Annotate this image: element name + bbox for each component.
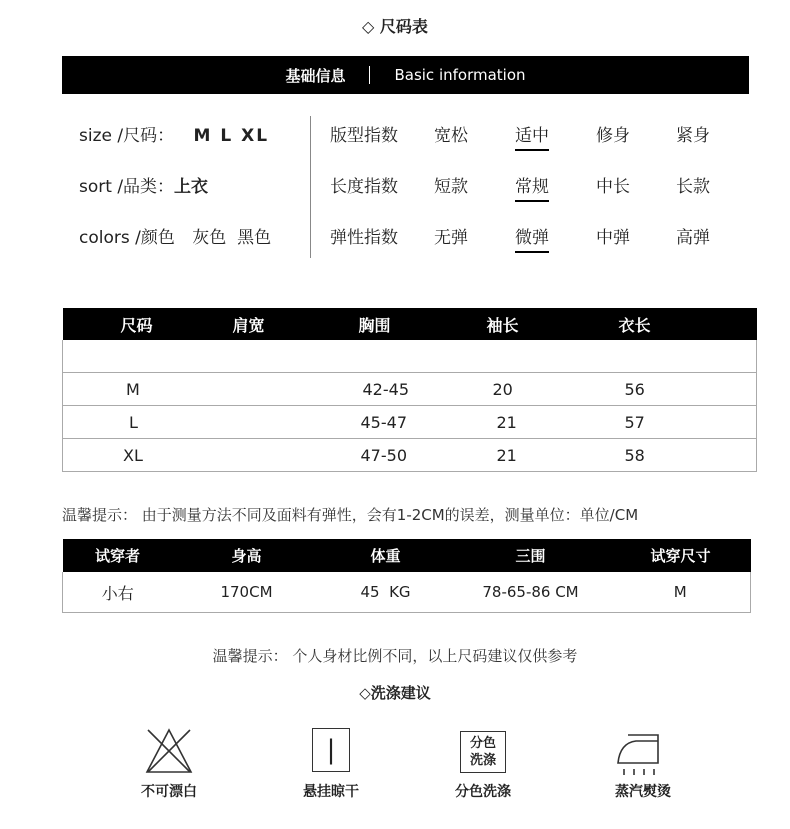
header-size: 尺码 bbox=[63, 308, 233, 340]
size-chart-title: ◇ 尺码表 bbox=[362, 17, 428, 36]
length-option-selected: 常规 bbox=[515, 172, 549, 202]
steam-iron-label: 蒸汽熨烫 bbox=[615, 784, 671, 800]
fit-option: 紧身 bbox=[676, 126, 710, 146]
table-row bbox=[63, 406, 757, 439]
header-shoulder: 肩宽 bbox=[233, 308, 359, 340]
measure-note: 温馨提示： 由于测量方法不同及面料有弹性，会有1-2CM的误差，测量单位：单位/CM bbox=[62, 506, 639, 524]
table-row bbox=[63, 439, 757, 472]
size-table-header bbox=[63, 308, 757, 340]
separate-wash-box-top: 分色 bbox=[469, 736, 496, 751]
spec-sort bbox=[79, 172, 208, 197]
length-option: 短款 bbox=[434, 177, 468, 197]
cell-sleeve: 21 bbox=[487, 439, 619, 472]
try-table-header bbox=[63, 539, 751, 572]
bar-divider bbox=[369, 66, 370, 84]
cell-length: 58 bbox=[619, 439, 757, 472]
try-note: 温馨提示： 个人身材比例不同，以上尺码建议仅供参考 bbox=[212, 647, 578, 665]
hang-dry-glyph: | bbox=[326, 735, 336, 765]
cell-length: 56 bbox=[619, 373, 757, 406]
header-tester: 试穿者 bbox=[63, 539, 173, 572]
elastic-option: 高弹 bbox=[676, 228, 710, 248]
basic-info-bar bbox=[62, 56, 749, 94]
elastic-option: 无弹 bbox=[434, 228, 468, 248]
cell-height: 170CM bbox=[173, 572, 321, 613]
spec-colors-label: colors /颜色 bbox=[79, 228, 175, 248]
cell-shoulder bbox=[233, 373, 359, 406]
fit-option: 修身 bbox=[596, 126, 630, 146]
spec-size-label: size /尺码： bbox=[79, 126, 175, 146]
length-option: 长款 bbox=[676, 177, 710, 197]
cell-measurements: 78-65-86 CM bbox=[451, 572, 611, 613]
spec-colors bbox=[79, 223, 271, 248]
basic-info-cn: 基础信息 bbox=[285, 66, 346, 85]
no-bleach-icon bbox=[144, 727, 194, 775]
separate-wash-box-bottom: 洗涤 bbox=[469, 753, 496, 768]
elastic-option-selected: 微弹 bbox=[515, 223, 549, 253]
header-chest: 胸围 bbox=[359, 308, 487, 340]
spec-colors-value: 灰色 黑色 bbox=[192, 228, 272, 248]
hang-dry-label: 悬挂晾干 bbox=[303, 784, 359, 800]
cell-chest: 47-50 bbox=[359, 439, 487, 472]
cell-size: M bbox=[63, 373, 233, 406]
fit-option-selected: 适中 bbox=[515, 121, 549, 151]
size-table bbox=[62, 308, 757, 472]
cell-length: 57 bbox=[619, 406, 757, 439]
cell-sleeve: 20 bbox=[487, 373, 619, 406]
cell-chest: 42-45 bbox=[359, 373, 487, 406]
header-weight: 体重 bbox=[321, 539, 451, 572]
cell-sleeve: 21 bbox=[487, 406, 619, 439]
cell-try-size: M bbox=[611, 572, 751, 613]
basic-info-en: Basic information bbox=[394, 66, 526, 84]
fit-option: 宽松 bbox=[434, 126, 468, 146]
no-bleach-label: 不可漂白 bbox=[141, 784, 197, 800]
header-measurements: 三围 bbox=[451, 539, 611, 572]
separate-wash-icon bbox=[460, 731, 506, 773]
cell-size: XL bbox=[63, 439, 233, 472]
try-on-table bbox=[62, 539, 751, 613]
header-sleeve: 袖长 bbox=[487, 308, 619, 340]
length-option: 中长 bbox=[596, 177, 630, 197]
spec-sort-label: sort /品类： bbox=[79, 177, 175, 197]
cell-chest: 45-47 bbox=[359, 406, 487, 439]
spec-sort-value: 上衣 bbox=[174, 177, 209, 197]
spec-size-value: M L XL bbox=[193, 126, 270, 146]
fit-index-label: 版型指数 bbox=[330, 126, 398, 146]
cell-weight: 45 KG bbox=[321, 572, 451, 613]
spec-divider bbox=[310, 116, 311, 258]
cell-shoulder bbox=[233, 439, 359, 472]
length-index-label: 长度指数 bbox=[330, 177, 398, 197]
separate-wash-label: 分色洗涤 bbox=[455, 784, 511, 800]
wash-title: ◇洗涤建议 bbox=[359, 684, 431, 702]
cell-tester: 小右 bbox=[63, 572, 173, 613]
elastic-index-label: 弹性指数 bbox=[330, 228, 398, 248]
header-length: 衣长 bbox=[619, 308, 757, 340]
table-row-empty bbox=[63, 340, 757, 373]
cell-shoulder bbox=[233, 406, 359, 439]
table-row bbox=[63, 373, 757, 406]
cell-size: L bbox=[63, 406, 233, 439]
header-height: 身高 bbox=[173, 539, 321, 572]
table-row bbox=[63, 572, 751, 613]
spec-size bbox=[79, 121, 269, 146]
header-try-size: 试穿尺寸 bbox=[611, 539, 751, 572]
hang-dry-icon bbox=[312, 728, 350, 772]
steam-iron-icon bbox=[614, 727, 672, 777]
elastic-option: 中弹 bbox=[596, 228, 630, 248]
